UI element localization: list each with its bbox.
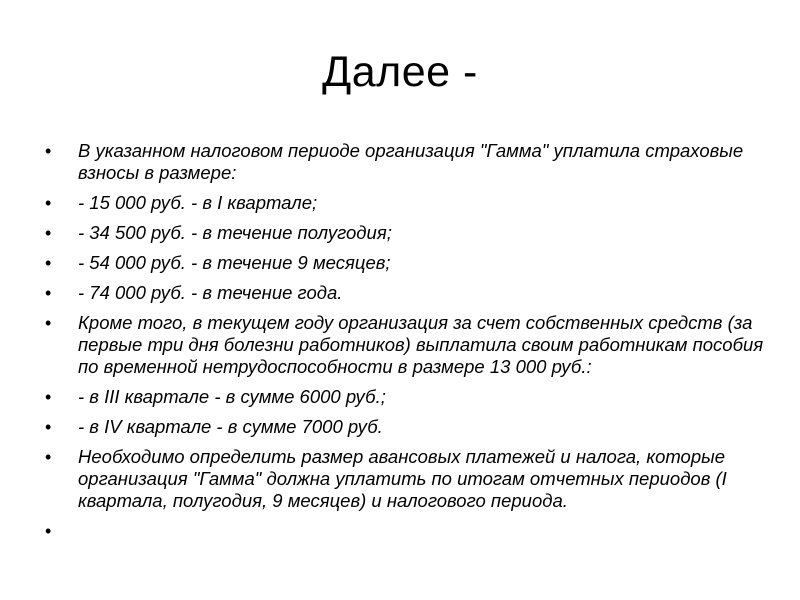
bullet-icon: • [45,253,52,273]
list-item-text: - в IV квартале - в сумме 7000 руб. [78,416,383,437]
list-item [44,192,764,214]
list-item-text: В указанном налоговом периоде организация "Гамма" уплатила страховые взносы в размере: [78,140,744,183]
bullet-icon: • [45,447,52,467]
list-item-text: - 74 000 руб. - в течение года. [78,282,343,303]
bullet-icon: • [45,521,52,541]
bullet-icon: • [45,313,52,333]
list-item [44,222,764,244]
list-item [44,446,764,512]
list-item-text: - 15 000 руб. - в I квартале; [78,192,318,213]
bullet-icon: • [45,417,52,437]
bullet-icon: • [45,141,52,161]
list-item-text: - в III квартале - в сумме 6000 руб.; [78,386,386,407]
list-item [44,312,764,378]
list-item [44,416,764,438]
list-item [44,386,764,408]
slide-title: Далее - [322,48,478,96]
bullet-icon: • [45,387,52,407]
bullet-list [44,140,764,541]
list-item-text: Необходимо определить размер авансовых платежей и налога, которые организация "Гамма" должна уплатить по итогам отчетных периодов (I квартала, полугодия, 9 месяцев) и налогового периода. [78,446,727,511]
list-item [44,282,764,304]
list-item [44,252,764,274]
bullet-icon: • [45,283,52,303]
list-item-text: - 34 500 руб. - в течение полугодия; [78,222,392,243]
list-item-text: Кроме того, в текущем году организация за счет собственных средств (за первые три дня болезни работников) выплатила своим работникам пособия по временной нетрудоспособности в размере 13 000 руб.: [78,312,764,377]
bullet-icon: • [45,193,52,213]
list-item [44,140,764,184]
list-item-text: - 54 000 руб. - в течение 9 месяцев; [78,252,391,273]
bullet-icon: • [45,223,52,243]
